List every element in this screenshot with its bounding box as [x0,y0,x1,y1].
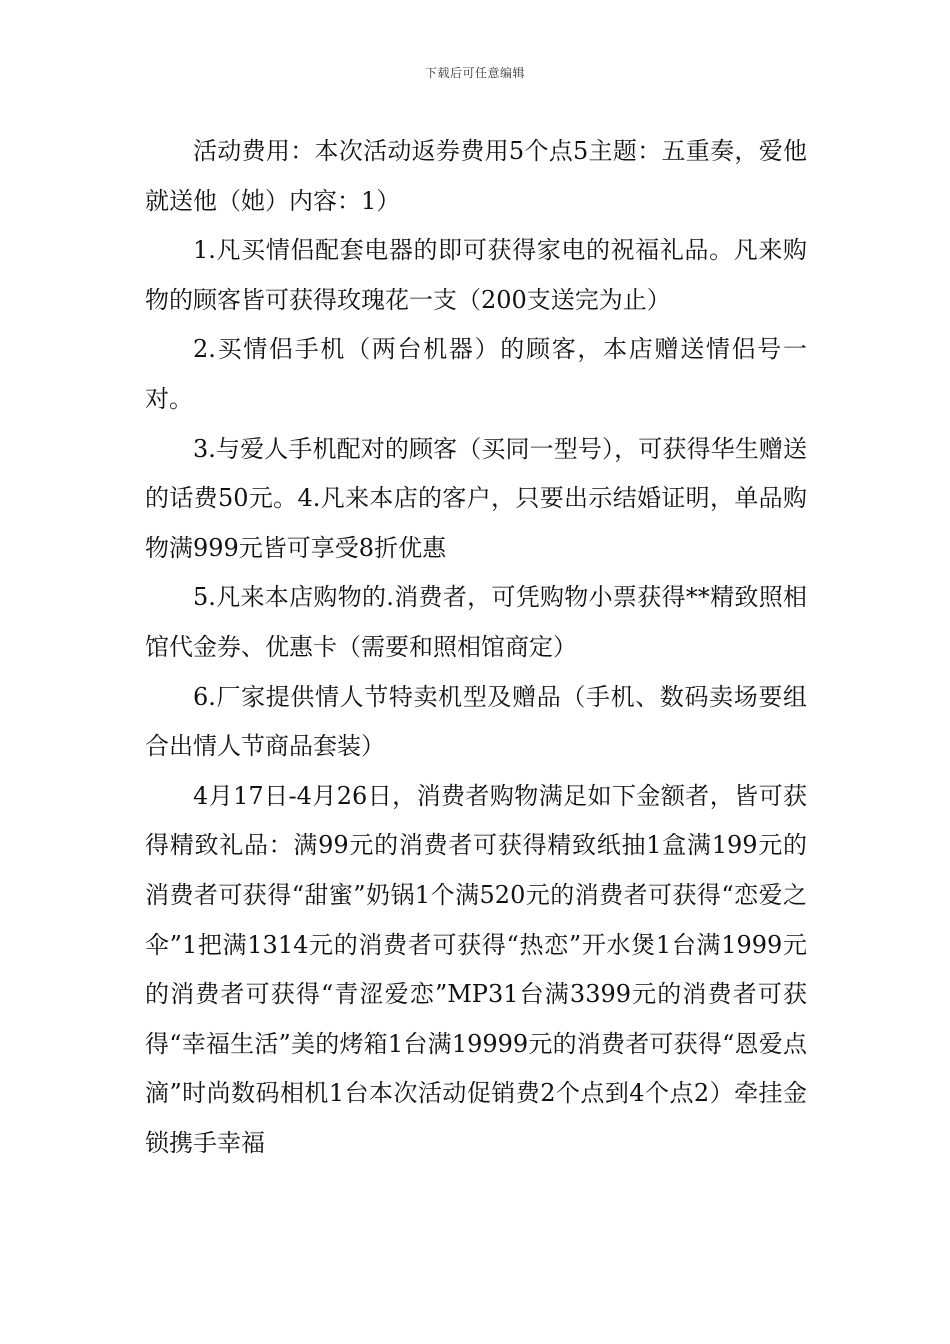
paragraph-item-1: 1.凡买情侣配套电器的即可获得家电的祝福礼品。凡来购物的顾客皆可获得玫瑰花一支（200支送完为止） [145,236,807,314]
paragraph-item-6: 6.厂家提供情人节特卖机型及赠品（手机、数码卖场要组合出情人节商品套装） [145,682,807,761]
paragraph-item-3-4: 3.与爱人手机配对的顾客（买同一型号），可获得华生赠送的话费50元。4.凡来本店的客户，只要出示结婚证明，单品购物满999元皆可享受8折优惠 [145,434,807,562]
document-body [145,127,807,1168]
paragraph-item-5: 5.凡来本店购物的.消费者，可凭购物小票获得**精致照相馆代金券、优惠卡（需要和照相馆商定） [145,583,807,661]
paragraph-activity-cost: 活动费用：本次活动返券费用5个点5主题：五重奏，爱他就送他（她）内容：1） [145,137,807,215]
paragraph-item-2: 2.买情侣手机（两台机器）的顾客，本店赠送情侣号一对。 [145,335,807,413]
page-header-note: 下载后可任意编辑 [424,66,525,80]
paragraph-gift-tiers: 4月17日-4月26日，消费者购物满足如下金额者，皆可获得精致礼品：满99元的消费者可获得精致纸抽1盒满199元的消费者可获得“甜蜜”奶锅1个满520元的消费者可获得“恋爱之伞”1把满1314元的消费者可获得“热恋”开水煲1台满1999元的消费者可获得“青涩爱恋”MP31台满3399元的消费者可获得“幸福生活”美的烤箱1台满19999元的消费者可获得“恩爱点滴”时尚数码相机1台本次活动促销费2个点到4个点2）牵挂金锁携手幸福 [145,781,807,1157]
